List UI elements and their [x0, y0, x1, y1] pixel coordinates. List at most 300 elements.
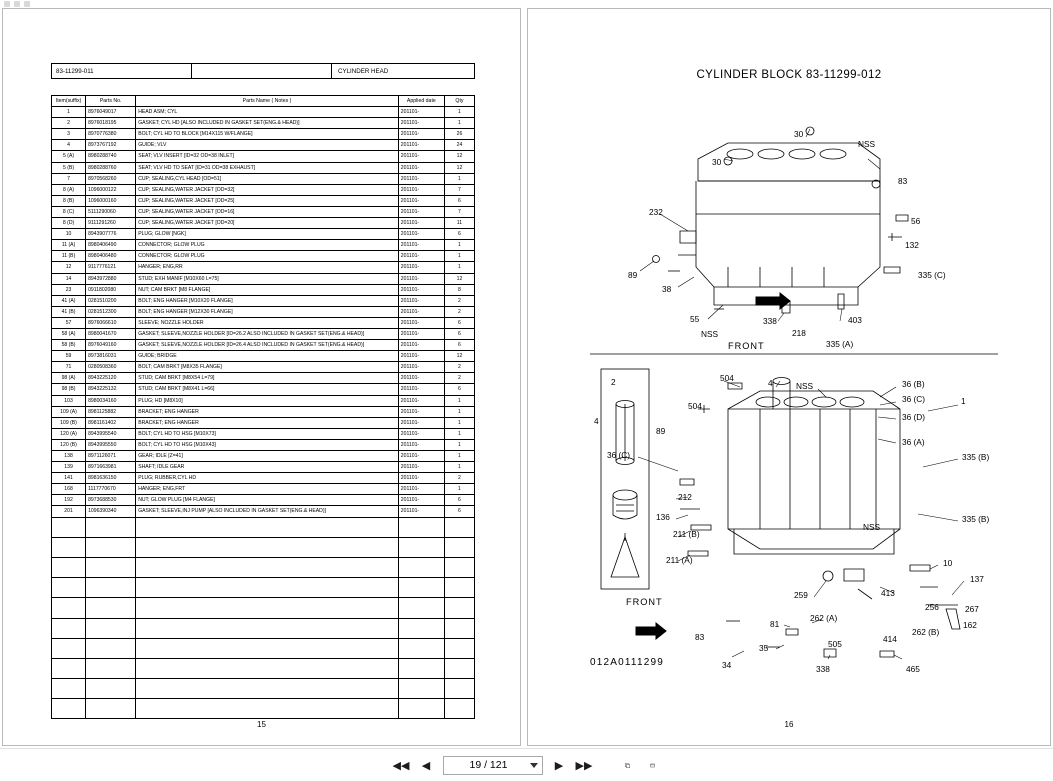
table-cell: 120 (A) [52, 428, 86, 439]
table-row-blank [52, 598, 475, 618]
col-header-date: Applied date [398, 96, 444, 107]
table-cell [444, 699, 474, 719]
table-cell: 1 [444, 439, 474, 450]
table-row [52, 240, 475, 251]
table-cell: STUD; EXH MANIF [M10X60 L=75] [136, 273, 399, 284]
table-cell: 139 [52, 462, 86, 473]
drawing-callout: 267 [965, 604, 979, 614]
table-cell: 201101- [398, 340, 444, 351]
table-cell: 1 [444, 484, 474, 495]
drawing-callout: 211 (A) [666, 555, 693, 565]
page-right [527, 8, 1051, 746]
drawing-callout: NSS [701, 329, 719, 339]
table-row [52, 439, 475, 450]
table-cell: 2 [444, 362, 474, 373]
table-cell: 201101- [398, 328, 444, 339]
drawing-callout: 36 (D) [902, 412, 926, 422]
front-label-top: FRONT [728, 341, 765, 351]
table-cell [136, 578, 399, 598]
page-number-right: 16 [784, 720, 794, 729]
table-cell: 8980406490 [86, 240, 136, 251]
table-cell: 2 [444, 473, 474, 484]
table-cell: 6 [444, 195, 474, 206]
table-cell [444, 618, 474, 638]
table-cell [444, 557, 474, 577]
table-header-row [52, 96, 475, 107]
table-cell: 0281512300 [86, 306, 136, 317]
page-left [2, 8, 521, 746]
table-cell: PLUG; HD [M8X10] [136, 395, 399, 406]
drawing-callout: 30 [712, 157, 722, 167]
drawing-callout: 137 [970, 574, 984, 584]
table-cell: 201101- [398, 129, 444, 140]
table-cell: 7 [444, 206, 474, 217]
table-cell: GASKET; SLEEVE,INJ PUMP [ALSO INCLUDED IN GASKET SET(ENG.& HEAD)] [136, 506, 399, 517]
table-cell: 201101- [398, 118, 444, 129]
table-row [52, 140, 475, 151]
table-row [52, 251, 475, 262]
drawing-callout: 81 [770, 619, 780, 629]
table-row [52, 362, 475, 373]
table-cell [86, 658, 136, 678]
table-cell: BRACKET; ENG HANGER [136, 406, 399, 417]
table-row [52, 317, 475, 328]
strip-dot [4, 1, 10, 7]
table-row [52, 373, 475, 384]
drawing-callout: 335 (B) [962, 514, 990, 524]
table-cell: 201101- [398, 240, 444, 251]
drawing-callout: 212 [678, 492, 692, 502]
table-cell: 8973816031 [86, 351, 136, 362]
table-cell: 59 [52, 351, 86, 362]
table-cell: 8970568260 [86, 173, 136, 184]
drawing-callout: 36 (C) [607, 450, 631, 460]
table-cell: 1 [444, 428, 474, 439]
table-cell: 3 [52, 129, 86, 140]
drawing-linework [528, 9, 1052, 747]
table-cell: 1 [444, 251, 474, 262]
table-cell: 8943995550 [86, 439, 136, 450]
table-cell: 6 [444, 328, 474, 339]
table-cell: 11 (B) [52, 251, 86, 262]
table-cell: 98 (A) [52, 373, 86, 384]
table-cell: 201101- [398, 351, 444, 362]
table-row [52, 173, 475, 184]
table-cell: 6 [444, 384, 474, 395]
table-row-blank [52, 618, 475, 638]
drawing-callout: 4 [768, 378, 773, 388]
table-cell: GASKET; SLEEVE,NOZZLE HOLDER [ID=26.4 ALSO INCLUDED IN GASKET SET(ENG.& HEAD)] [136, 340, 399, 351]
table-row [52, 295, 475, 306]
table-cell: 201101- [398, 295, 444, 306]
table-cell [86, 578, 136, 598]
table-cell: 1117770670 [86, 484, 136, 495]
table-cell [136, 638, 399, 658]
table-row-blank [52, 638, 475, 658]
table-cell [136, 537, 399, 557]
drawing-callout: NSS [858, 139, 876, 149]
table-cell [136, 618, 399, 638]
table-cell: 201101- [398, 140, 444, 151]
table-row [52, 262, 475, 273]
table-row [52, 473, 475, 484]
table-cell: 201101- [398, 406, 444, 417]
table-cell [86, 537, 136, 557]
table-cell [136, 658, 399, 678]
next-page-button[interactable]: ▶ [551, 757, 568, 774]
table-cell: 6 [444, 317, 474, 328]
table-cell: 168 [52, 484, 86, 495]
table-row [52, 340, 475, 351]
table-cell: 201101- [398, 273, 444, 284]
table-cell: HANGER; ENG,FRT [136, 484, 399, 495]
table-cell [444, 638, 474, 658]
drawing-callout: 83 [695, 632, 705, 642]
table-cell: STUD; CAM BRKT [M8X54 L=79] [136, 373, 399, 384]
table-cell: 201101- [398, 229, 444, 240]
table-cell: 0281510200 [86, 295, 136, 306]
table-cell: 1 [444, 262, 474, 273]
table-cell: 201101- [398, 218, 444, 229]
drawing-callout: 162 [963, 620, 977, 630]
table-cell: GUIDE; VLV [136, 140, 399, 151]
table-cell: 12 [52, 262, 86, 273]
table-cell: 6 [444, 340, 474, 351]
table-cell: 8943225120 [86, 373, 136, 384]
table-cell: HEAD ASM; CYL [136, 107, 399, 118]
window-top-strip [0, 0, 1053, 8]
table-row [52, 162, 475, 173]
table-cell: 8981161402 [86, 417, 136, 428]
drawing-callout: 259 [794, 590, 808, 600]
table-cell: 98 (B) [52, 384, 86, 395]
drawing-callout: 504 [688, 401, 702, 411]
table-row [52, 506, 475, 517]
col-header-item: Item(suffix) [52, 96, 86, 107]
table-cell: 141 [52, 473, 86, 484]
drawing-callout: 403 [848, 315, 862, 325]
table-cell [86, 618, 136, 638]
table-cell: 41 (B) [52, 306, 86, 317]
page-number-left: 15 [257, 720, 266, 729]
chevron-down-icon[interactable] [530, 763, 538, 768]
drawing-callout: 504 [720, 373, 734, 383]
table-cell: CUP; SEALING,WATER JACKET [OD=20] [136, 218, 399, 229]
table-cell: GEAR; IDLE [Z=41] [136, 451, 399, 462]
table-cell: 192 [52, 495, 86, 506]
table-row [52, 218, 475, 229]
table-cell: 201101- [398, 317, 444, 328]
table-cell: 201101- [398, 184, 444, 195]
drawing-callout: 413 [881, 588, 895, 598]
table-row [52, 118, 475, 129]
table-cell: 1 [444, 462, 474, 473]
table-row [52, 195, 475, 206]
drawing-callout: 2 [611, 377, 616, 387]
copy-icon[interactable] [619, 757, 636, 774]
table-cell: 0911802080 [86, 284, 136, 295]
table-cell [86, 638, 136, 658]
table-cell: 8 (C) [52, 206, 86, 217]
table-cell [86, 557, 136, 577]
drawing-callout: 338 [816, 664, 830, 674]
table-cell: 8 (B) [52, 195, 86, 206]
table-cell [136, 557, 399, 577]
table-cell: 1 [444, 173, 474, 184]
table-cell [52, 638, 86, 658]
table-cell: 201101- [398, 373, 444, 384]
table-cell: 8976049160 [86, 340, 136, 351]
table-row [52, 284, 475, 295]
table-cell: 8 (D) [52, 218, 86, 229]
drawing-callout: 36 (C) [902, 394, 926, 404]
table-cell: BOLT; CYL HD TO HSG [M10X43] [136, 439, 399, 450]
drawing-callout: 136 [656, 512, 670, 522]
table-cell [398, 517, 444, 537]
drawing-callout: 256 [925, 602, 939, 612]
table-cell [86, 679, 136, 699]
drawing-callout: 262 (B) [912, 627, 940, 637]
table-cell: 8976018195 [86, 118, 136, 129]
table-cell: 2 [52, 118, 86, 129]
table-cell: 6 [444, 495, 474, 506]
viewer-toolbar[interactable] [0, 748, 1053, 781]
table-cell: BOLT; CYL HD TO HSG [M10X73] [136, 428, 399, 439]
table-cell: 201101- [398, 473, 444, 484]
table-cell: 201101- [398, 451, 444, 462]
table-cell [398, 699, 444, 719]
table-cell [86, 598, 136, 618]
table-cell: 201101- [398, 262, 444, 273]
table-row [52, 428, 475, 439]
copy-glyph [625, 759, 630, 772]
drawing-header-box [51, 63, 475, 79]
table-cell [444, 679, 474, 699]
table-row-blank [52, 557, 475, 577]
drawing-callout: 38 [662, 284, 672, 294]
table-cell [52, 618, 86, 638]
table-cell: 2 [444, 306, 474, 317]
table-cell: 7 [52, 173, 86, 184]
table-cell: SLEEVE; NOZZLE HOLDER [136, 317, 399, 328]
parts-table [51, 95, 475, 719]
table-cell [52, 699, 86, 719]
table-cell: 201101- [398, 151, 444, 162]
table-cell: NUT; CAM BRKT [M8 FLANGE] [136, 284, 399, 295]
table-cell [52, 537, 86, 557]
table-cell: 103 [52, 395, 86, 406]
table-cell [444, 517, 474, 537]
table-cell: 6 [444, 229, 474, 240]
table-cell: 23 [52, 284, 86, 295]
drawing-callout: 35 [759, 643, 769, 653]
table-cell: 2 [444, 295, 474, 306]
drawing-callout: 262 (A) [810, 613, 838, 623]
table-cell: BOLT; CYL HD TO BLOCK [M14X115 W/FLANGE] [136, 129, 399, 140]
table-cell [398, 578, 444, 598]
table-row-blank [52, 699, 475, 719]
drawing-callout: 335 (C) [918, 270, 946, 280]
drawing-callout: 83 [898, 176, 908, 186]
table-cell: 1 [444, 107, 474, 118]
table-cell [444, 578, 474, 598]
table-cell: BRACKET; ENG HANGER [136, 417, 399, 428]
table-cell: 8980041670 [86, 328, 136, 339]
drawing-callout: 232 [649, 207, 663, 217]
table-cell [444, 598, 474, 618]
table-cell: 8976049017 [86, 107, 136, 118]
table-cell: 8943907776 [86, 229, 136, 240]
table-cell [444, 537, 474, 557]
table-row [52, 129, 475, 140]
table-cell: 1 [444, 451, 474, 462]
table-cell: 1096000160 [86, 195, 136, 206]
table-cell: 201101- [398, 495, 444, 506]
table-cell: CONNECTOR; GLOW PLUG [136, 251, 399, 262]
table-row-blank [52, 578, 475, 598]
table-cell [444, 658, 474, 678]
table-row [52, 306, 475, 317]
table-row [52, 484, 475, 495]
col-header-name: Parts Name ( Notes ) [136, 96, 399, 107]
drawing-callout: NSS [863, 522, 881, 532]
strip-dot [24, 1, 30, 7]
table-cell [52, 578, 86, 598]
table-cell: BOLT; ENG HANGER [M10X20 FLANGE] [136, 295, 399, 306]
table-cell: 14 [52, 273, 86, 284]
table-cell: 24 [444, 140, 474, 151]
table-cell: SEAT; VLV INSERT [ID=32 OD=38 INLET] [136, 151, 399, 162]
drawing-callout: 36 (B) [902, 379, 925, 389]
table-cell: 8943225132 [86, 384, 136, 395]
table-cell: 8 (A) [52, 184, 86, 195]
drawing-callout: 89 [656, 426, 666, 436]
table-row [52, 417, 475, 428]
table-cell: 5 (B) [52, 162, 86, 173]
col-header-qty: Qty [444, 96, 474, 107]
table-row [52, 229, 475, 240]
drawing-callout: 335 (B) [962, 452, 990, 462]
drawing-number: 83-11299-011 [52, 64, 192, 78]
table-row [52, 107, 475, 118]
snapshot-icon[interactable] [644, 757, 661, 774]
drawing-callout: 414 [883, 634, 897, 644]
table-cell: 8971126071 [86, 451, 136, 462]
table-cell: CUP; SEALING,CYL HEAD [OD=51] [136, 173, 399, 184]
table-cell: 0280508360 [86, 362, 136, 373]
table-cell: 8971663981 [86, 462, 136, 473]
table-cell: 26 [444, 129, 474, 140]
table-cell: CUP; SEALING,WATER JACKET [OD=32] [136, 184, 399, 195]
table-cell: SHAFT; IDLE GEAR [136, 462, 399, 473]
drawing-callout: 89 [628, 270, 638, 280]
drawing-callout: NSS [796, 381, 814, 391]
drawing-callout: 1 [961, 396, 966, 406]
table-cell: 120 (B) [52, 439, 86, 450]
table-cell: 12 [444, 151, 474, 162]
table-cell: 6 [444, 506, 474, 517]
exploded-drawing [528, 9, 1052, 747]
table-cell: 201101- [398, 206, 444, 217]
table-cell: 12 [444, 162, 474, 173]
drawing-code: 012A0111299 [590, 657, 665, 668]
table-cell: GASKET; SLEEVE,NOZZLE HOLDER [ID=26.2 ALSO INCLUDED IN GASKET SET(ENG.& HEAD)] [136, 328, 399, 339]
table-cell: 8943972880 [86, 273, 136, 284]
table-cell: GUIDE; BRIDGE [136, 351, 399, 362]
prev-page-button[interactable]: ◀ [418, 757, 435, 774]
page-title: CYLINDER BLOCK 83-11299-012 [696, 69, 882, 81]
table-cell: BOLT; ENG HANGER [M12X30 FLANGE] [136, 306, 399, 317]
table-cell: 58 (B) [52, 340, 86, 351]
table-cell [398, 618, 444, 638]
table-cell [86, 517, 136, 537]
table-cell: 71 [52, 362, 86, 373]
table-cell: 201101- [398, 362, 444, 373]
page-number-value: 19 / 121 [469, 759, 508, 771]
table-cell: 10 [52, 229, 86, 240]
table-cell: 138 [52, 451, 86, 462]
last-page-button[interactable]: ▶▶ [576, 757, 593, 774]
table-row-blank [52, 679, 475, 699]
table-cell: 1096390340 [86, 506, 136, 517]
table-cell: 11 (A) [52, 240, 86, 251]
table-cell: 201101- [398, 428, 444, 439]
table-cell: HANGER; ENG,RR [136, 262, 399, 273]
table-row-blank [52, 517, 475, 537]
table-cell: 12 [444, 273, 474, 284]
page-number-input[interactable] [443, 756, 543, 775]
page-spread [0, 8, 1053, 748]
table-cell: 201101- [398, 395, 444, 406]
table-row [52, 151, 475, 162]
drawing-callout: 36 (A) [902, 437, 925, 447]
table-cell: 11 [444, 218, 474, 229]
table-cell: 201101- [398, 173, 444, 184]
table-cell [398, 658, 444, 678]
drawing-callout: 10 [943, 558, 953, 568]
table-cell: 8980288740 [86, 151, 136, 162]
drawing-callout: 211 (B) [673, 529, 700, 539]
table-cell [136, 679, 399, 699]
table-cell: 8973688530 [86, 495, 136, 506]
table-cell: 8970776380 [86, 129, 136, 140]
table-cell [52, 557, 86, 577]
first-page-button[interactable]: ◀◀ [393, 757, 410, 774]
drawing-callout: 30 [794, 129, 804, 139]
table-cell: 4 [52, 140, 86, 151]
table-cell: 7 [444, 184, 474, 195]
table-row [52, 206, 475, 217]
table-cell: 201101- [398, 439, 444, 450]
drawing-callout: 55 [690, 314, 700, 324]
table-cell [52, 517, 86, 537]
table-cell: 2 [444, 373, 474, 384]
table-cell: CONNECTOR; GLOW PLUG [136, 240, 399, 251]
drawing-header-empty [192, 64, 332, 78]
table-cell [398, 557, 444, 577]
table-cell: 201101- [398, 195, 444, 206]
table-cell: 8980288760 [86, 162, 136, 173]
table-cell: 201101- [398, 384, 444, 395]
table-cell: 12 [444, 351, 474, 362]
front-label-bottom: FRONT [626, 597, 663, 607]
table-cell: 8973767192 [86, 140, 136, 151]
table-cell: 9111291260 [86, 218, 136, 229]
table-cell [398, 638, 444, 658]
table-cell: BOLT; CAM BRKT [M8X35 FLANGE] [136, 362, 399, 373]
table-cell: 1 [52, 107, 86, 118]
table-row [52, 395, 475, 406]
